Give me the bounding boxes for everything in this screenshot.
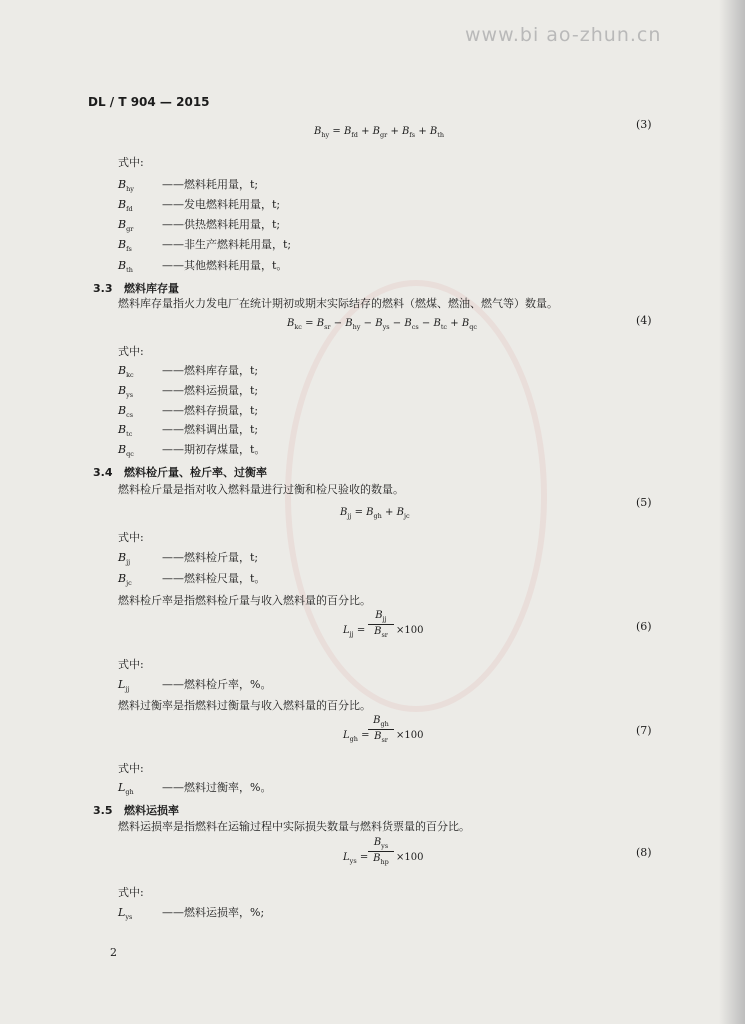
section-body: 燃料库存量指火力发电厂在统计期初或期末实际结存的燃料（燃煤、燃油、燃气等）数量。 xyxy=(118,297,558,310)
where-label: 式中: xyxy=(118,886,144,899)
equation-8-fraction: $B_{ys}$ $B_{hp}$ xyxy=(368,837,394,866)
definition-line: $B_{fd}$ ——发电燃料耗用量，t; xyxy=(118,198,281,214)
where-label: 式中: xyxy=(118,658,144,671)
definition-line: $B_{qc}$ ——期初存煤量，t。 xyxy=(118,443,266,459)
where-label: 式中: xyxy=(118,156,144,169)
where-label: 式中: xyxy=(118,345,144,358)
equation-6-factor: ×100 xyxy=(396,625,424,636)
equation-number: (8) xyxy=(636,846,652,859)
equation-3: $B_{hy} = B_{fd} + B_{gr} + B_{fs} + B_{th}$ xyxy=(314,126,445,139)
definition-line: $B_{jc}$ ——燃料检尺量，t。 xyxy=(118,572,266,588)
definition-line: $B_{cs}$ ——燃料存损量，t; xyxy=(118,404,259,420)
definition-line: $L_{ys}$ ——燃料运损率，%; xyxy=(118,906,265,922)
section-body: 燃料检斤量是指对收入燃料量进行过衡和检尺验收的数量。 xyxy=(118,483,404,496)
section-heading-3-4: 3.4 燃料检斤量、检斤率、过衡率 xyxy=(93,466,267,479)
equation-7-factor: ×100 xyxy=(396,730,424,741)
equation-6-lhs: $L_{jj}$ = xyxy=(343,625,366,638)
equation-5: $B_{jj} = B_{gh} + B_{jc}$ xyxy=(340,507,410,520)
definition-line: $B_{jj}$ ——燃料检斤量，t; xyxy=(118,551,259,567)
where-label: 式中: xyxy=(118,531,144,544)
page-edge-shadow xyxy=(719,0,745,1024)
paragraph: 燃料过衡率是指燃料过衡量与收入燃料量的百分比。 xyxy=(118,699,371,712)
equation-4: $B_{kc} = B_{sr} - B_{hy} - B_{ys} - B_{cs} - B_{tc} + B_{qc}$ xyxy=(287,318,477,331)
section-body: 燃料运损率是指燃料在运输过程中实际损失数量与燃料货票量的百分比。 xyxy=(118,820,470,833)
definition-line: $L_{jj}$ ——燃料检斤率，%。 xyxy=(118,678,272,694)
equation-8-factor: ×100 xyxy=(396,852,424,863)
definition-line: $B_{gr}$ ——供热燃料耗用量，t; xyxy=(118,218,281,234)
definition-line: $B_{hy}$ ——燃料耗用量，t; xyxy=(118,178,259,194)
document-header: DL / T 904 — 2015 xyxy=(88,95,210,109)
section-heading-3-5: 3.5 燃料运损率 xyxy=(93,804,179,817)
definition-line: $B_{kc}$ ——燃料库存量，t; xyxy=(118,364,259,380)
equation-number: (7) xyxy=(636,724,652,737)
equation-7-lhs: $L_{gh}$ = xyxy=(343,730,370,743)
equation-number: (3) xyxy=(636,118,652,131)
equation-number: (4) xyxy=(636,314,652,327)
watermark: www.bi ao-zhun.cn xyxy=(465,24,662,46)
definition-line: $B_{fs}$ ——非生产燃料耗用量，t; xyxy=(118,238,292,254)
equation-7-fraction: $B_{gh}$ $B_{sr}$ xyxy=(368,715,394,744)
definition-line: $B_{ys}$ ——燃料运损量，t; xyxy=(118,384,259,400)
page-number: 2 xyxy=(110,946,117,959)
definition-line: $L_{gh}$ ——燃料过衡率，%。 xyxy=(118,781,272,797)
equation-number: (5) xyxy=(636,496,652,509)
where-label: 式中: xyxy=(118,762,144,775)
paragraph: 燃料检斤率是指燃料检斤量与收入燃料量的百分比。 xyxy=(118,594,371,607)
definition-line: $B_{th}$ ——其他燃料耗用量，t。 xyxy=(118,259,288,275)
equation-6-fraction: $B_{jj}$ $B_{sr}$ xyxy=(368,610,394,639)
section-heading-3-3: 3.3 燃料库存量 xyxy=(93,282,179,295)
equation-number: (6) xyxy=(636,620,652,633)
equation-8-lhs: $L_{ys}$ = xyxy=(343,852,369,865)
definition-line: $B_{tc}$ ——燃料调出量，t; xyxy=(118,423,259,439)
